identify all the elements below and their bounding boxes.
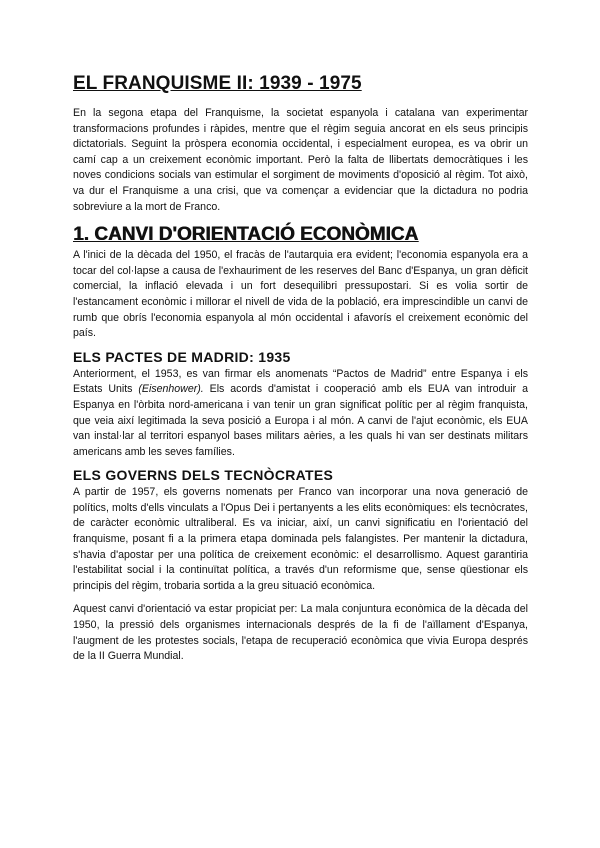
pactes-madrid-paragraph bbox=[73, 367, 528, 461]
tecnocrates-paragraph-2: Aquest canvi d'orientació va estar propiciat per: La mala conjuntura econòmica de la dècada del 1950, la pressió dels organismes internacionals després de la fi de l'aïllament d'Espanya, l'augment de les protestes socials, l'etapa de recuperació econòmica que vivia Europa després de la II Guerra Mundial. bbox=[73, 603, 528, 663]
pactes-text-after: Els acords d'amistat i cooperació amb els EUA van introduir a Espanya en l'òrbita nord-americana i van tenir un gran significat polític per al règim franquista, que veia així legitimada la seva posició a Europa i al món. A canvi de l'ajut econòmic, els EUA van instal·lar al territori espanyol bases militars aèries, a les quals hi van ser destinats militars americans amb les seves famílies. bbox=[73, 383, 528, 458]
section-heading-economic-shift: 1. CANVI D'ORIENTACIÓ ECONÒMICA bbox=[73, 224, 419, 246]
tecnocrates-paragraph-1: A partir de 1957, els governs nomenats per Franco van incorporar una nova generació de polítics, molts d'ells vinculats a l'Opus Dei i pertanyents a les elits econòmiques: els tecnòcrates, de caràcter econòmic ultraliberal. Es va iniciar, així, un canvi significatiu en l'orientació del franquisme, posant fi a la primera etapa dominada pels falangistes. Per mantenir la dictadura, s'havia d'apostar per una política de creixement econòmic: el desarrollismo. Aquest garantiria l'estabilitat social i la continuïtat política, a través d'un reformisme que, sense qüestionar els principis del règim, trobaria sortida a la greu situació econòmica. bbox=[73, 486, 528, 592]
subheading-tecnocrates: ELS GOVERNS DELS TECNÒCRATES bbox=[73, 467, 334, 484]
document-title: EL FRANQUISME II: 1939 - 1975 bbox=[73, 73, 362, 94]
document-page bbox=[73, 72, 528, 665]
pactes-text-before: Anteriorment, el 1953, es van firmar els anomenats “Pactos de Madrid” entre Espanya i els Estats Units bbox=[73, 367, 528, 396]
economic-shift-paragraph: A l'inici de la dècada del 1950, el fracàs de l'autarquia era evident; l'economia espanyola era a tocar del col·lapse a causa de l'exhauriment de les reserves del Banc d'Espanya, un gran dèficit comercial, la inflació elevada i un fort desequilibri pressupostari. Si es volia sortir de l'estancament econòmic i millorar el nivell de vida de la població, era imprescindible un canvi de rumb que obrís l'economia espanyola al món occidental i afavorís el creixement econòmic del país. bbox=[73, 249, 528, 340]
intro-paragraph: En la segona etapa del Franquisme, la societat espanyola i catalana van experimentar transformacions profundes i ràpides, mentre que el règim seguia ancorat en els seus principis dictatorials. Seguint la pròspera economia occidental, i especialment europea, es va obrir un camí cap a un creixement econòmic important. Però la falta de llibertats democràtiques i les noves condicions socials van estimular el sorgiment de moviments d'oposició al règim. Tot això, va dur el Franquisme a una crisi, que va començar a evidenciar que la dictadura no podria sobreviure a la mort de Franco. bbox=[73, 107, 528, 213]
subheading-pactes-madrid: ELS PACTES DE MADRID: 1935 bbox=[73, 348, 291, 365]
pactes-text-italic: (Eisenhower). bbox=[138, 383, 204, 396]
